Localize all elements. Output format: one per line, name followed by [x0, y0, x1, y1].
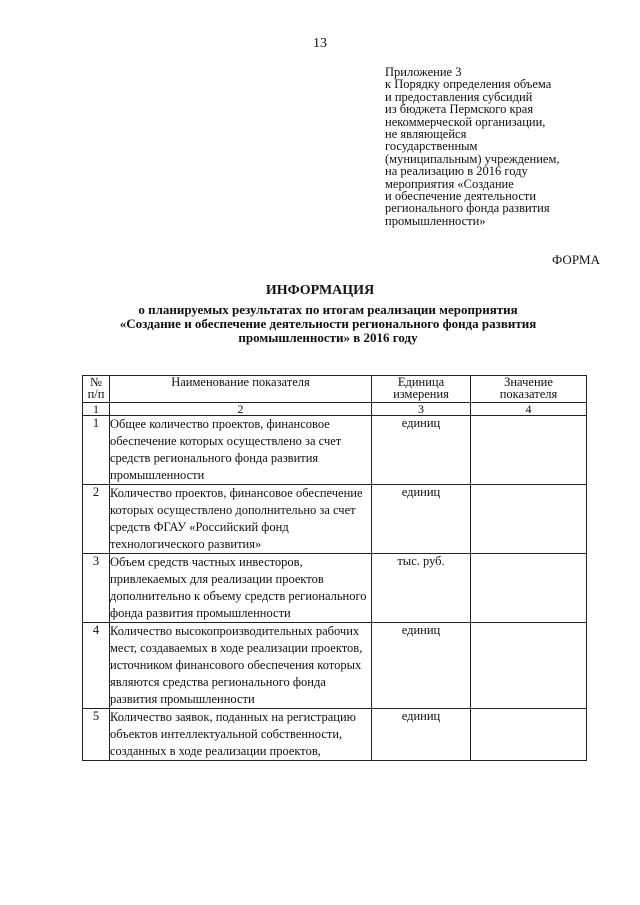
- header-num: [83, 376, 110, 403]
- row-number: 5: [83, 709, 110, 761]
- indicator-name: Объем средств частных инвесторов, привлекаемых для реализации проектов дополнительно к объему средств регионального фонда развития промышленности: [110, 554, 372, 623]
- table-row: [83, 485, 587, 554]
- indicator-name: Количество проектов, финансовое обеспечение которых осуществлено дополнительно за счет средств ФГАУ «Российский фонд технологического развития»: [110, 485, 372, 554]
- table-header-row: [83, 376, 587, 403]
- document-title: ИНФОРМАЦИЯ: [265, 283, 375, 298]
- column-index: 3: [372, 403, 471, 416]
- row-number: 1: [83, 416, 110, 485]
- subtitle-line: промышленности» в 2016 году: [238, 330, 418, 345]
- header-num-line: п/п: [87, 387, 105, 401]
- unit-of-measure: единиц: [372, 709, 471, 761]
- appendix-line: государственным: [385, 139, 478, 154]
- appendix-line: к Порядку определения объема: [385, 77, 552, 92]
- table-row: [83, 416, 587, 485]
- unit-of-measure: тыс. руб.: [372, 554, 471, 623]
- indicator-value: [471, 416, 587, 485]
- header-unit: [372, 376, 471, 403]
- column-index: 2: [110, 403, 372, 416]
- column-index: 4: [471, 403, 587, 416]
- appendix-line: промышленности»: [385, 213, 486, 228]
- row-number: 4: [83, 623, 110, 709]
- appendix-header: [385, 66, 635, 227]
- document-subtitle: [78, 303, 578, 345]
- appendix-line: некоммерческой организации,: [385, 114, 546, 129]
- appendix-line: Приложение 3: [385, 65, 462, 79]
- header-value-line: Значение: [504, 375, 553, 389]
- header-value-line: показателя: [499, 387, 558, 401]
- table-row: [83, 709, 587, 761]
- indicator-value: [471, 554, 587, 623]
- subtitle-line: о планируемых результатах по итогам реализации мероприятия: [138, 302, 518, 317]
- indicators-table: [82, 375, 587, 761]
- column-index: 1: [83, 403, 110, 416]
- header-value: [471, 376, 587, 403]
- subtitle-line: «Создание и обеспечение деятельности регионального фонда развития: [119, 316, 537, 331]
- indicator-name: Количество заявок, поданных на регистрацию объектов интеллектуальной собственности, созданных в ходе реализации проектов,: [110, 709, 372, 761]
- appendix-line: из бюджета Пермского края: [385, 102, 534, 117]
- form-label: ФОРМА: [552, 252, 600, 267]
- header-name: [110, 376, 372, 403]
- row-number: 2: [83, 485, 110, 554]
- header-unit-line: измерения: [393, 387, 449, 401]
- row-number: 3: [83, 554, 110, 623]
- appendix-line: и обеспечение деятельности: [385, 189, 537, 204]
- column-index-row: [83, 403, 587, 416]
- indicator-name: Общее количество проектов, финансовое обеспечение которых осуществлено за счет средств регионального фонда развития промышленности: [110, 416, 372, 485]
- appendix-line: регионального фонда развития: [385, 201, 550, 216]
- indicator-value: [471, 709, 587, 761]
- page-number: 13: [313, 36, 327, 51]
- indicator-value: [471, 485, 587, 554]
- unit-of-measure: единиц: [372, 623, 471, 709]
- indicator-name: Количество высокопроизводительных рабочих мест, создаваемых в ходе реализации проектов, источником финансового обеспечения которых являются средства регионального фонда развития промышленности: [110, 623, 372, 709]
- header-unit-line: Единица: [397, 375, 445, 389]
- table-row: [83, 554, 587, 623]
- unit-of-measure: единиц: [372, 485, 471, 554]
- appendix-line: на реализацию в 2016 году: [385, 164, 528, 179]
- table-row: [83, 623, 587, 709]
- appendix-line: мероприятия «Создание: [385, 176, 514, 191]
- appendix-line: и предоставления субсидий: [385, 89, 533, 104]
- appendix-line: не являющейся: [385, 127, 467, 142]
- header-name-text: Наименование показателя: [171, 375, 310, 389]
- appendix-line: (муниципальным) учреждением,: [385, 151, 560, 166]
- header-num-line: №: [90, 375, 102, 389]
- indicator-value: [471, 623, 587, 709]
- unit-of-measure: единиц: [372, 416, 471, 485]
